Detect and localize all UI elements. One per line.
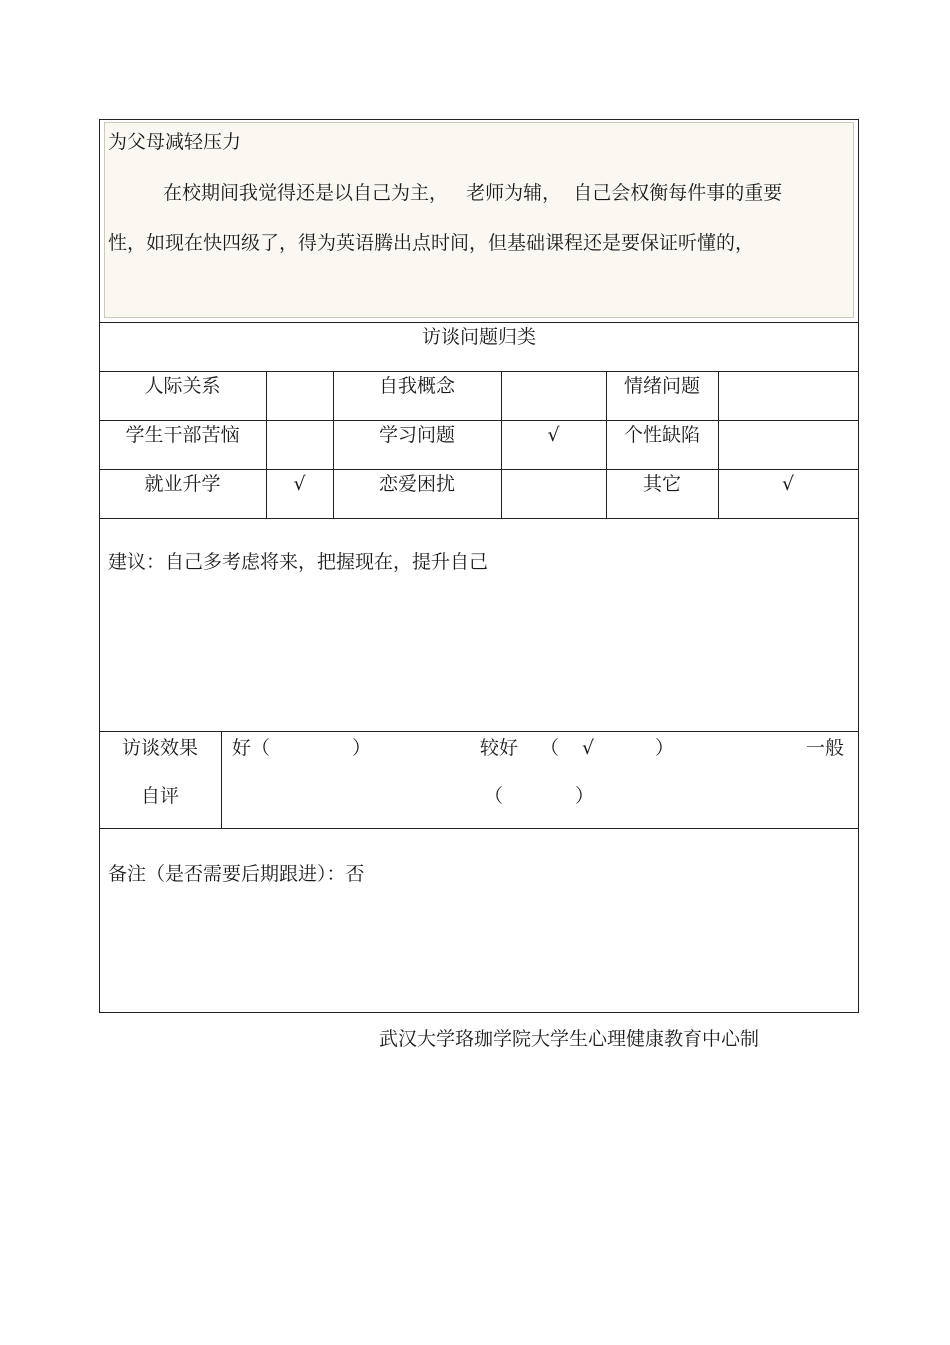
- option-fairly-good-mark: √: [582, 737, 595, 759]
- col-divider: [501, 371, 502, 519]
- narrative-line-1: 为父母减轻压力: [108, 131, 242, 153]
- category-mark: √: [547, 424, 560, 446]
- category-label: 恋爱困扰: [378, 473, 455, 495]
- category-label: 其它: [642, 473, 681, 495]
- category-label: 学习问题: [378, 424, 455, 446]
- narrative-line-3: 性，如现在快四级了，得为英语腾出点时间，但基础课程还是要保证听懂的，: [108, 232, 755, 254]
- table-right-border: [858, 119, 859, 1013]
- table-left-border: [99, 119, 100, 1013]
- row-divider: [99, 322, 859, 323]
- row-divider: [99, 731, 859, 732]
- row-divider: [99, 420, 859, 421]
- category-label: 个性缺陷: [623, 424, 700, 446]
- col-divider: [221, 731, 222, 828]
- col-divider: [718, 371, 719, 519]
- row-divider: [99, 371, 859, 372]
- col-divider: [266, 371, 267, 519]
- option-average-close: ）: [575, 785, 595, 807]
- remark-text: 备注（是否需要后期跟进）：否: [108, 863, 365, 885]
- row-divider: [99, 469, 859, 470]
- category-label: 就业升学: [144, 473, 221, 495]
- evaluation-label-line-1: 访谈效果: [121, 737, 198, 759]
- category-mark: √: [781, 473, 795, 495]
- category-label: 学生干部苦恼: [125, 424, 240, 446]
- option-fairly-good-close: ）: [655, 737, 675, 759]
- category-label: 情绪问题: [623, 375, 700, 397]
- evaluation-label-line-2: 自评: [140, 785, 179, 807]
- option-good-close: ）: [352, 737, 372, 759]
- category-label: 人际关系: [144, 375, 221, 397]
- suggestion-text: 建议：自己多考虑将来，把握现在，提升自己: [108, 551, 489, 573]
- category-mark: √: [293, 473, 306, 495]
- row-divider: [99, 518, 859, 519]
- option-average-label: 一般: [806, 737, 845, 759]
- footer-issuer: 武汉大学珞珈学院大学生心理健康教育中心制: [379, 1028, 760, 1050]
- classification-heading: 访谈问题归类: [421, 326, 536, 348]
- table-top-border: [99, 119, 859, 120]
- option-fairly-good-open: （: [540, 737, 560, 759]
- row-divider: [99, 828, 859, 829]
- option-average-open: （: [484, 785, 504, 807]
- table-bottom-border: [99, 1012, 859, 1013]
- narrative-line-2: 在校期间我觉得还是以自己为主， 老师为辅， 自己会权衡每件事的重要: [163, 182, 783, 204]
- category-label: 自我概念: [378, 375, 455, 397]
- option-fairly-good-label: 较好: [480, 737, 519, 759]
- option-good-label: 好（: [232, 737, 271, 759]
